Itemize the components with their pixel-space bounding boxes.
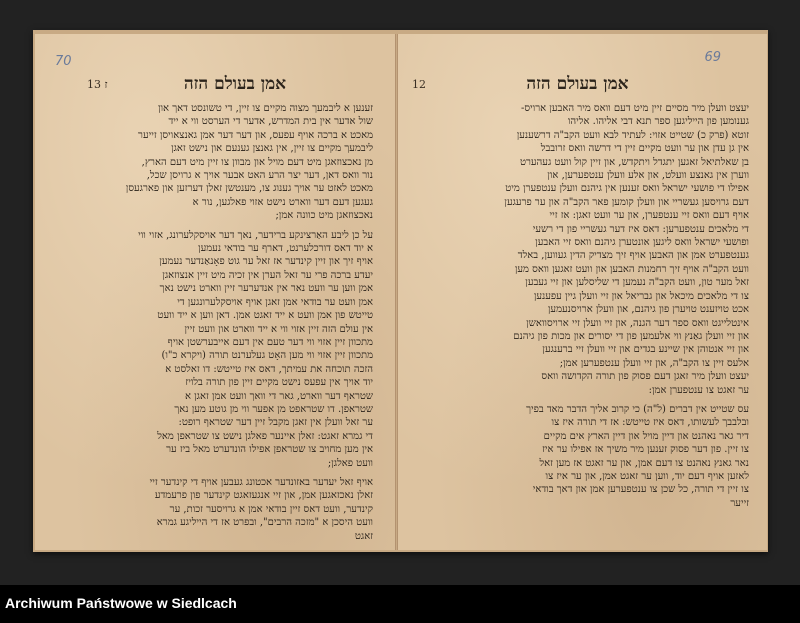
text-line: שטראפן. דו שטראפט מן אפער ווי מן גוטע מען נאך bbox=[174, 403, 373, 415]
text-line: יעצט וועלן מיר מסיים זיין מיט דעם וואס מיר האבען ארויס- bbox=[520, 103, 749, 114]
text-line: געגען דעם דער ווארט נישט אזוי פאלגען, נור א bbox=[192, 196, 373, 208]
open-booklet bbox=[33, 30, 768, 552]
archive-name: Archiwum Państwowe w Siedlcach bbox=[5, 595, 237, 611]
text-line: יעדע ברכה פרי ער זאל הערן אין זכיה מיט זיין אנצוזאגן bbox=[162, 269, 373, 281]
text-line: קינדער, וועט דאס זיין בודאי אמן א גרויסער זכות, ער bbox=[169, 503, 373, 515]
text-line: און זיי וועלן גאַנץ ווי אלעמען פון די יסורים און מכות פון גיהנם bbox=[513, 330, 749, 342]
text-line: וועט פאלגן; bbox=[327, 457, 373, 469]
text-line: אפילו די פושעי ישראל וואס זענען אין גיהנם וועלן ענטפערן מיט bbox=[505, 183, 749, 195]
text-line: זייער bbox=[730, 497, 749, 509]
text-line: אין עולם הזה זיין אזוי ווי א ייד ווארט און וועט זיין bbox=[184, 323, 373, 335]
right-page bbox=[397, 34, 767, 550]
left-page bbox=[35, 34, 396, 550]
text-line: יוד אויך אין עפעס נישט מקיים זיין פון תורה בלויז bbox=[185, 377, 373, 389]
running-head: אמן בעולם הזה bbox=[526, 74, 629, 94]
text-line: די מלאכים ענטפערען: דאס איז דער געשריי פון די רשעי bbox=[532, 223, 749, 235]
text-line: וועט הקב"ה אויף זיך רחמנות האבען און וועט זאגען וואס מען bbox=[514, 263, 749, 275]
text-line: אלעס זיין צו הקב"ה, און זיי וועלן ענטפערען אמן; bbox=[559, 357, 749, 369]
text-line: אין מען מחויב צו שטראפן אפילו הונדערט מאל ביז ער bbox=[166, 444, 373, 456]
text-line: זאגט bbox=[354, 530, 373, 542]
text-line: דיר גאר נאהנט און דיין מויל און דיין הארץ אים מקיים bbox=[543, 430, 749, 442]
text-line: בן שאלתיאל זאגען יתגדל ויתקדש, און זיין קול וועט געהערט bbox=[519, 156, 749, 168]
text-line: אמן ווען ער וועט נאר אין אנדערער זיין ווארט נישט נאך bbox=[159, 283, 373, 295]
text-line: אויף דעם וואס זיי ענטפערן, און ער וועט זאגן: אז זיי bbox=[549, 210, 749, 222]
text-line: ובלבבך לעשותו, דאס איז טייטש: אז די תורה איז צו bbox=[551, 417, 749, 429]
text-line: מתכוון זיין אזוי ווי מען האָט געלערנט תורה (ויקרא כ"ו) bbox=[161, 350, 373, 362]
text-line: אויף זיך און זיין קינדער אז זאל ער גוט פאָנאַנדער נעמען bbox=[159, 256, 373, 268]
text-line: גענומען פון הייליגען ספר תנא דבי אליהו. אליהו bbox=[567, 116, 749, 128]
running-head: אמן בעולם הזה bbox=[183, 74, 287, 94]
text-line: לאזען אויף דעם יוד, ווען ער זאגט אמן, און ער איז צו bbox=[545, 470, 749, 482]
text-line: זוטא (פרק כ) שטייט אזוי: לעתיד לבא וועט הקב"ה דרשענען bbox=[516, 129, 749, 141]
text-line: וועט היסכן א "מזכה הרבים", ובפרט אז די הייליגע גמרא bbox=[156, 517, 373, 529]
text-line: מאכט א ברכה אויף עפעס, און דער דער אמן גאנצאויסן זייער bbox=[138, 129, 373, 141]
text-line: די גמרא זאגט: זאלן איינער פאלגן נישט צו שטראפן מאל bbox=[157, 430, 373, 442]
text-line: אין גן עדן און ער וועט מקיים זיין די דרשה וואס זרובבל bbox=[540, 143, 749, 155]
text-line: צו די מלאכים מיכאל און גבריאל און זיי וועלן גיין עפענען bbox=[533, 290, 749, 302]
text-line: ער זאל וועלן אין זאגן מקבל זיין דער שטראף רופט: bbox=[178, 417, 373, 429]
text-line: צו זיין. פון דער פסוק זענען מיר משיך אז אפילו ער איז bbox=[542, 444, 749, 456]
text-line: זענען א ליבמעך מצוה מקיים צו זיין, די טשונסט דאך און bbox=[157, 103, 373, 114]
text-line: נאכצוזאגן מיט כוונה אמן; bbox=[275, 210, 373, 222]
page-number: 13 ז bbox=[87, 78, 108, 91]
text-line: נור וואס דאן, דער יצר הרע האט אבער אויך א גרויסן שכל, bbox=[146, 170, 373, 182]
page-number: 12 bbox=[412, 78, 426, 91]
page-body-text bbox=[55, 102, 373, 543]
text-line: עס שטייט אין דברים (ל"ה) כי קרוב אליך הדבר מאד בפיך bbox=[526, 403, 749, 415]
archive-footer-bar bbox=[0, 585, 800, 623]
text-line: זאלן נאכזאגען אמן, און זיי אנגעזאגט קינדער פון פרעמדע bbox=[154, 490, 373, 502]
text-line: על כן ליבע האַרצינקע ברידער, נאך דער אויסקלערונג, אזוי ווי bbox=[138, 229, 373, 241]
page-body-text bbox=[416, 102, 749, 510]
text-line: מן נאכצוזאגן מיט דעם מויל און מבוון צו זיין מיט דעם הארץ, bbox=[141, 156, 373, 168]
text-line: שטראף דער ווארט, גאר די וואך וועט אמן זאגן א bbox=[184, 390, 373, 402]
text-line: יעצט וועלן מיר זאגן דעם פסוק פון תורה הקדושה וואס bbox=[541, 371, 749, 383]
text-line: זאל מער טון, וועט הקב"ה נעמען די שליסלען און זיי געבען bbox=[525, 277, 749, 289]
text-line: מאכט לאזט ער אויך גענוג צו, מענטשן זאלן דערזען און פארגעסן bbox=[125, 183, 373, 195]
text-line: שול אדער אין בית המדרש, אדער די הערסט ווי א ייד bbox=[168, 116, 373, 128]
text-line: אמן וועט ער בודאי אמן זאגן אויף אויסקלערונגען די bbox=[177, 296, 373, 308]
text-line: מתכוון זיין אזוי ווי דער טעם אין דעם אייבערשטן אויף bbox=[167, 336, 373, 348]
text-line: ופושעי ישראל וואס ליגען אונטערן גיהנם וואס זיי האבען bbox=[535, 237, 749, 249]
pencil-archive-number: 70 bbox=[55, 54, 72, 69]
text-line: אויף זאל יעדער באזונדער אכטונג געבען אויף די קינדער זיי bbox=[149, 476, 373, 488]
text-line: אכט טויזענט טויערן פון גיהנם, און וועלן ארויסנעמען bbox=[547, 304, 749, 316]
text-line: ער זאגט צו ענטפערן אמן: bbox=[648, 384, 749, 396]
text-line: גענטפערט אמן און האבען אויף זיך מצדיק הדין געווען, באלד bbox=[517, 250, 749, 262]
text-line: און זיי אנטוהן אין שיינע בגדים און זיי וועלן זיי ברענגען bbox=[542, 344, 749, 356]
text-line: אינטלייגט וואס ספר דער הגנה, און זיי וועלן זיי ארויסוואשן bbox=[526, 317, 749, 329]
text-line: הזכה תוכחה את עמיתך, דאס איז טייטש: דו זאלסט א bbox=[165, 363, 373, 375]
pencil-archive-number: 69 bbox=[704, 50, 721, 65]
text-line: נאר גאנץ נאהנט צו דעם אמן, און ער זאגט אז מען זאל bbox=[539, 457, 749, 469]
text-line: א יוד דאס דורכלערנט, דארף ער בודאי נעמען bbox=[198, 243, 373, 255]
text-line: טייטש פון אמן וועט א ייד זאגט אמן. דאן ווען א ייד וועט bbox=[157, 310, 373, 322]
text-line: ליבמעך מקיים צו זיין, אין גאנצן גענעם און נישט זאגן bbox=[171, 143, 373, 155]
text-line: צו זיין די תורה, כל שכן צו ענטפערען אמן און דאך בודאי bbox=[532, 484, 749, 496]
text-line: ווערן אין גאנצע וועלט, און אלע וועלן ענטפערען, און bbox=[547, 170, 749, 182]
text-line: דעם גרויסען געשריי און וועלן קומען פאר הקב"ה און ער פרעגען bbox=[504, 196, 749, 208]
